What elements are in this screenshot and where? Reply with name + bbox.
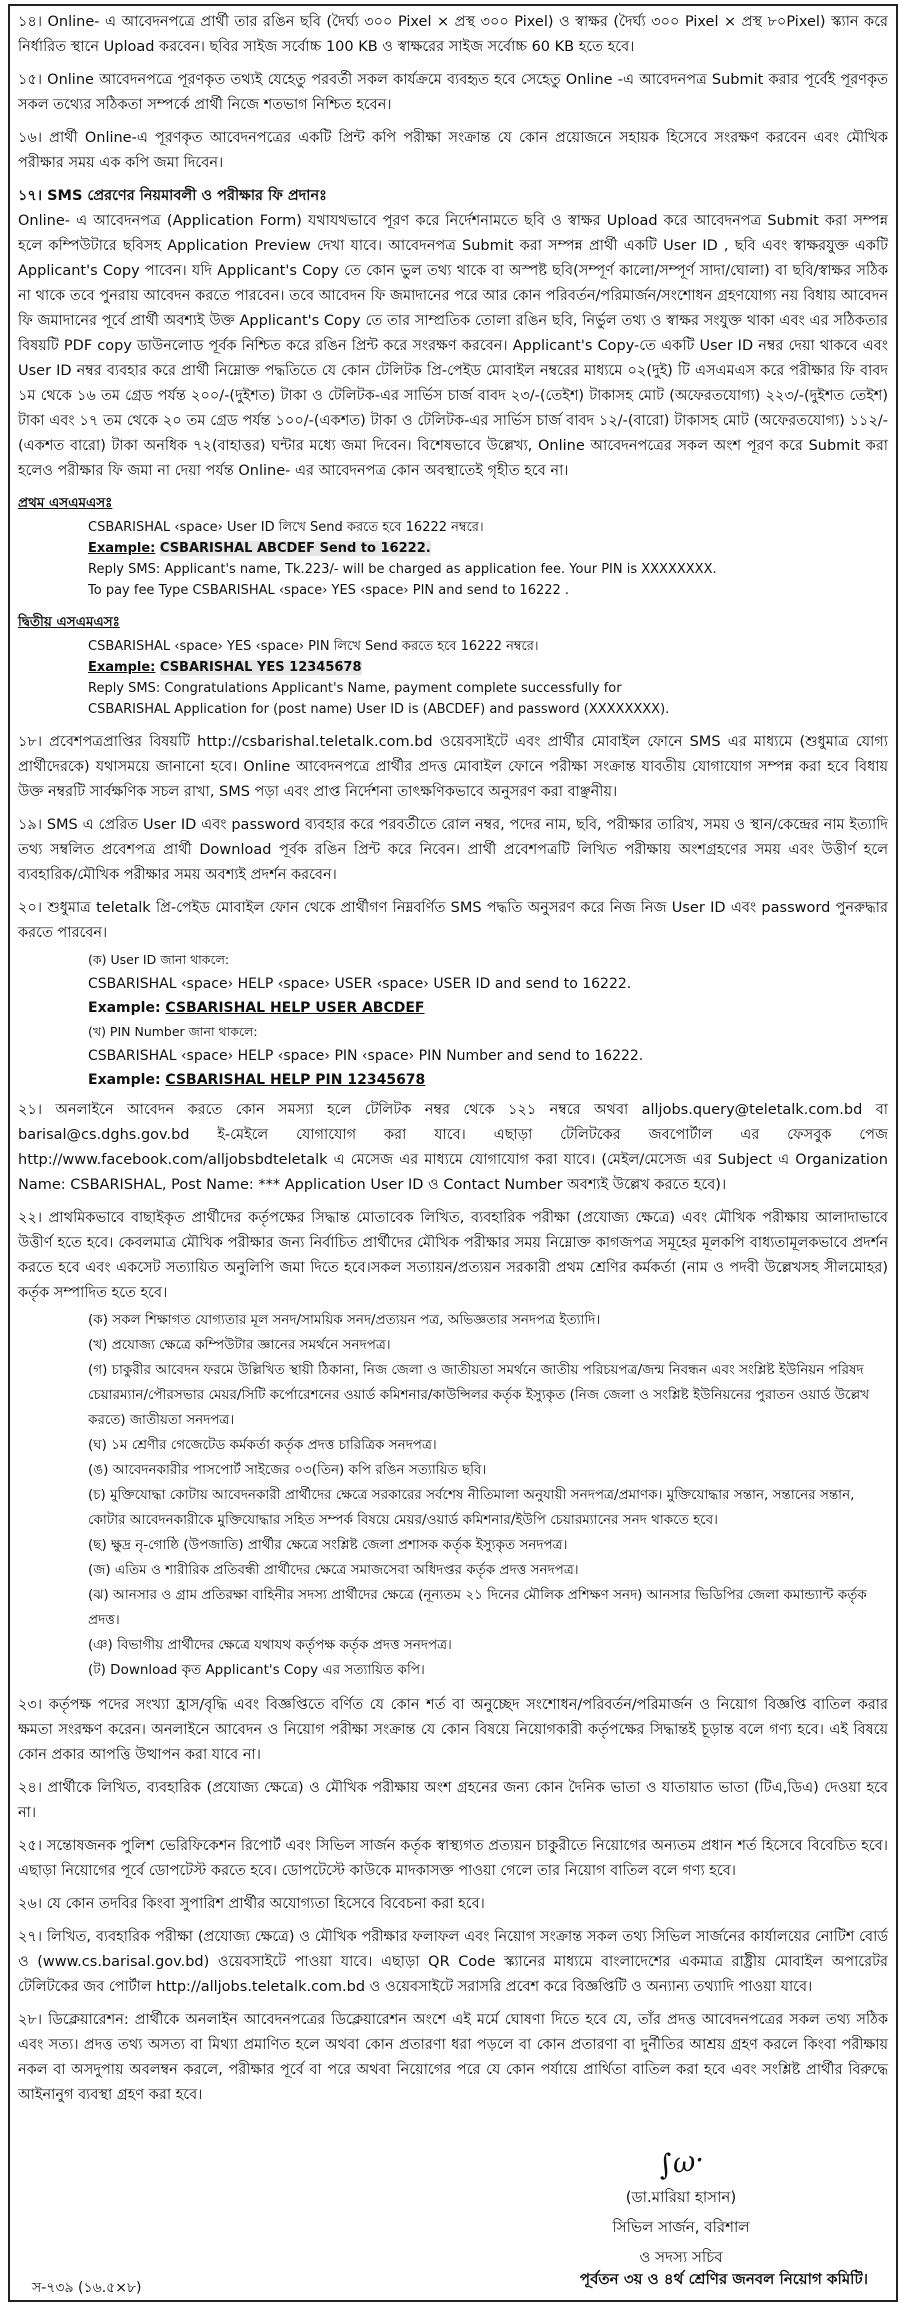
first-sms-reply: Reply SMS: Applicant's name, Tk.223/- will be charged as application fee. Your PIN is XXXXXXXX.: [88, 562, 717, 577]
clause-20: ২০। শুধুমাত্র teletalk প্রি-পেইড মোবাইল ফোন থেকে প্রার্থীগণ নিম্নবর্ণিত SMS পদ্ধতি অনুসরণ করে নিজ নিজ User ID এবং password পুনরুদ্ধার করতে পারবেন।: [18, 900, 888, 941]
first-sms-example: Example: CSBARISHAL ABCDEF Send to 16222.: [88, 541, 431, 556]
clause-25: ২৫। সন্তোষজনক পুলিশ ভেরিফিকেশন রিপোর্ট এবং সিভিল সার্জন কর্তৃক স্বাস্থ্যগত প্রত্যয়ন চাকুরীতে নিয়োগের অন্যতম প্রধান শর্ত হিসেবে বিবেচিত হবে। এছাড়া নিয়োগের পূর্বে ডোপটেস্ট করতে হবে। ডোপটেস্টে কাউকে মাদকাসক্ত পাওয়া গেলে তার নিয়োগ বাতিল বলে গণ্য হবে।: [18, 1838, 888, 1879]
press-code: স-৭৩৯ (১৬.৫×৮): [32, 2280, 142, 2296]
clause-14: ১৪। Online- এ আবেদনপত্রে প্রার্থী তার রঙিন ছবি (দৈর্ঘ্য ৩০০ Pixel × প্রস্থ ৩০০ Pixel) ও স্বাক্ষর (দৈর্ঘ্য ৩০০ Pixel × প্রস্থ ৮০Pixel) স্ক্যান করে নির্ধারিত স্থানে Upload করবেন। ছবির সাইজ সর্বোচ্চ 100 KB ও স্বাক্ষরের সাইজ সর্বোচ্চ 60 KB হতে হবে।: [18, 14, 888, 55]
clause-17-heading: ১৭। SMS প্রেরণের নিয়মাবলী ও পরীক্ষার ফি প্রদানঃ: [18, 188, 327, 204]
signature-mark: ∫ω·: [655, 2142, 707, 2183]
signatory-name: (ডা.মারিয়া হাসান): [625, 2188, 737, 2206]
clause-19: ১৯। SMS এ প্রেরিত User ID এবং password ব্যবহার করে পরবর্তীতে রোল নম্বর, পদের নাম, ছবি, পরীক্ষার তারিখ, সময় ও স্থান/কেন্দ্রের নাম ইত্যাদি তথ্য সম্বলিত প্রবেশপত্র প্রার্থী Download পূর্বক রঙিন প্রিন্ট করে নিবেন। প্রার্থী প্রবেশপত্রটি লিখিত পরীক্ষায় অংশগ্রহণের সময় এবং উত্তীর্ণ হলে ব্যবহারিক/মৌখিক পরীক্ষার সময় অবশ্যই প্রদর্শন করবেন।: [18, 817, 888, 883]
user-id-recovery-heading: (ক) User ID জানা থাকলে:: [88, 952, 230, 967]
pin-recovery-heading: (খ) PIN Number জানা থাকলে:: [88, 1024, 258, 1039]
second-sms-block: [18, 636, 888, 720]
signatory-role: ও সদস্য সচিব: [639, 2248, 723, 2266]
clause-18: ১৮। প্রবেশপত্রপ্রাপ্তির বিষয়টি http://csbarishal.teletalk.com.bd ওয়েবসাইটে এবং প্রার্থীর মোবাইল ফোনে SMS এর মাধ্যমে (শুধুমাত্র যোগ্য প্রার্থীদেরকে) যথাসময়ে জানানো হবে। Online আবেদনপত্রে প্রার্থীর প্রদত্ত মোবাইল ফোনে পরীক্ষা সংক্রান্ত যাবতীয় যোগাযোগ সম্পন্ন করা হবে বিধায় উক্ত নম্বরটি সার্বক্ষণিক সচল রাখা, SMS পড়া এবং প্রাপ্ত নির্দেশনা তাৎক্ষণিকভাবে অনুসরণ করা বাঞ্ছনীয়।: [18, 734, 888, 800]
signature-block: [536, 2142, 826, 2272]
user-id-recovery-example: Example: CSBARISHAL HELP USER ABCDEF: [88, 1000, 425, 1016]
user-id-recovery-format: CSBARISHAL ‹space› HELP ‹space› USER ‹space› USER ID and send to 16222.: [88, 976, 632, 992]
clause-27: ২৭। লিখিত, ব্যবহারিক পরীক্ষা (প্রযোজ্য ক্ষেত্রে) ও মৌখিক পরীক্ষার ফলাফল এবং নিয়োগ সংক্রান্ত সকল তথ্য সিভিল সার্জনের কার্যালয়ের নোটিশ বোর্ড ও (www.cs.barisal.gov.bd) ওয়েবসাইটে পাওয়া যাবে। এছাড়া QR Code স্ক্যানের মাধ্যমে বাংলাদেশের একমাত্র রাষ্ট্রীয় মোবাইল অপারেটর টেলিটকের জব পোর্টাল http://alljobs.teletalk.com.bd ও ওয়েবসাইটে সরাসরি প্রবেশ করে বিজ্ঞপ্তিটি ও অন্যান্য তথ্যাদি পাওয়া যাবে।: [18, 1929, 888, 1995]
document-item: (ঝ) আনসার ও গ্রাম প্রতিরক্ষা বাহিনীর সদস্য প্রার্থীদের ক্ষেত্রে (নূন্যতম ২১ দিনের মৌলিক প্রশিক্ষণ সনদ) আনসার ভিডিপির জেলা কমান্ড্যান্ট কর্তৃক প্রদত্ত।: [88, 1587, 867, 1628]
second-sms-heading: দ্বিতীয় এসএমএসঃ: [18, 614, 120, 630]
second-sms-instruction: CSBARISHAL ‹space› YES ‹space› PIN লিখে Send করতে হবে 16222 নম্বরে।: [88, 639, 539, 654]
document-item: (খ) প্রযোজ্য ক্ষেত্রে কম্পিউটার জ্ঞানের সমর্থনে সনদপত্র।: [88, 1337, 391, 1353]
first-sms-instruction: CSBARISHAL ‹space› User ID লিখে Send করতে হবে 16222 নম্বরে।: [88, 520, 484, 535]
committee-name: পূর্বতন ৩য় ও ৪র্থ শ্রেণির জনবল নিয়োগ কমিটি।: [579, 2270, 868, 2288]
document-item: (জ) এতিম ও শারীরিক প্রতিবন্ধী প্রার্থীদের ক্ষেত্রে সমাজসেবা অধিদপ্তর কর্তৃক প্রদত্ত সনদপত্র।: [88, 1562, 579, 1578]
clause-23: ২৩। কর্তৃপক্ষ পদের সংখ্যা হ্রাস/বৃদ্ধি এবং বিজ্ঞপ্তিতে বর্ণিত যে কোন শর্ত বা অনুচ্ছেদ সংশোধন/পরিবর্তন/পরিমার্জন ও নিয়োগ বিজ্ঞপ্তি বাতিল করার ক্ষমতা সংরক্ষণ করেন। অনলাইনে আবেদন ও নিয়োগ পরীক্ষা সংক্রান্ত যে কোন বিষয়ে নিয়োগকারী কর্তৃপক্ষের সিদ্ধান্তই চূড়ান্ত বলে গণ্য হবে। এই বিষয়ে কোন প্রকার আপত্তি উত্থাপন করা যাবে না।: [18, 1697, 888, 1763]
document-item: (ক) সকল শিক্ষাগত যোগ্যতার মূল সনদ/সাময়িক সনদ/প্রত্যয়ন পত্র, অভিজ্ঞতার সনদপত্র ইত্যাদি।: [88, 1312, 601, 1328]
second-sms-reply: Reply SMS: Congratulations Applicant's Name, payment complete successfully for: [88, 681, 622, 696]
clause-15: ১৫। Online আবেদনপত্রে পূরণকৃত তথ্যই যেহেতু পরবর্তী সকল কার্যক্রমে ব্যবহৃত হবে সেহেতু Online -এ আবেদনপত্র Submit করার পূর্বেই পূরণকৃত সকল তথ্যের সঠিকতা সম্পর্কে প্রার্থী নিজে শতভাগ নিশ্চিত হবেন।: [18, 72, 888, 113]
clause-24: ২৪। প্রার্থীকে লিখিত, ব্যবহারিক (প্রযোজ্য ক্ষেত্রে) ও মৌখিক পরীক্ষায় অংশ গ্রহনের জন্য কোন দৈনিক ভাতা ও যাতায়াত ভাতা (টিএ,ডিএ) দেওয়া হবে না।: [18, 1780, 888, 1821]
document-item: (ট) Download কৃত Applicant's Copy এর সত্যায়িত কপি।: [88, 1662, 425, 1678]
clause-21: ২১। অনলাইনে আবেদন করতে কোন সমস্যা হলে টেলিটক নম্বর থেকে ১২১ নম্বরে অথবা alljobs.query@teletalk.com.bd বা barisal@cs.dghs.gov.bd ই-মেইলে যোগাযোগ করা যাবে। এছাড়া টেলিটকের জবপোর্টাল এর ফেসবুক পেজ http://www.facebook.com/alljobsbdteletalk এ মেসেজ এর মাধ্যমে যোগাযোগ করা যাবে। (মেইল/মেসেজ এর Subject এ Organization Name: CSBARISHAL, Post Name: *** Application User ID ও Contact Number অবশ্যই উল্লেখ করতে হবে)।: [18, 1102, 888, 1193]
document-item: (ঙ) আবেদনকারীর পাসপোর্ট সাইজের ০৩(তিন) কপি রঙিন সত্যায়িত ছবি।: [88, 1462, 487, 1478]
document-item: (ঞ) বিভাগীয় প্রার্থীদের ক্ষেত্রে যথাযথ কর্তৃপক্ষ কর্তৃক প্রদত্ত সনদপত্র।: [88, 1637, 452, 1653]
user-id-recovery: [18, 948, 888, 1092]
clause-17-body: Online- এ আবেদনপত্র (Application Form) যথাযথভাবে পূরণ করে নির্দেশনামতে ছবি ও স্বাক্ষর Upload করে আবেদনপত্র Submit করা সম্পন্ন হলে কম্পিউটারে ছবিসহ Application Preview দেখা যাবে। আবেদনপত্র Submit করা সম্পন্ন প্রার্থী একটি User ID , ছবি এবং স্বাক্ষরযুক্ত একটি Applicant's Copy পাবেন। যদি Applicant's Copy তে কোন ভুল তথ্য থাকে বা অস্পষ্ট ছবি(সম্পূর্ণ কালো/সম্পূর্ণ সাদা/ঘোলা) বা ছবি/স্বাক্ষর সঠিক না থাকে তবে পুনরায় আবেদন করতে পারবেন। তবে আবেদন ফি জমাদানের পরে আর কোন পরিবর্তন/পরিমার্জন/সংশোধন গ্রহণযোগ্য নয় বিধায় আবেদন ফি জমাদানের পূর্বে প্রার্থী অবশ্যই উক্ত Applicant's Copy তে তার সাম্প্রতিক তোলা রঙিন ছবি, নির্ভুল তথ্য ও স্বাক্ষর সংযুক্ত থাকা এবং এর সঠিকতার বিষয়টি PDF copy ডাউনলোড পূর্বক নিশ্চিত করে রঙিন প্রিন্ট করে সংরক্ষণ করবেন। Applicant's Copy-তে একটি User ID নম্বর দেয়া থাকবে এবং User ID নম্বর ব্যবহার করে প্রার্থী নিম্নোক্ত পদ্ধতিতে যে কোন টেলিটক প্রি-পেইড মোবাইল নম্বরের মাধ্যমে ০২(দুই) টি এসএমএস করে পরীক্ষার ফি বাবদ ১ম থেকে ১৬ তম গ্রেড পর্যন্ত ২০০/-(দুইশত) টাকা ও টেলিটক-এর সার্ভিস চার্জ বাবদ ২৩/-(তেইশ) টাকাসহ মোট (অফেরতযোগ্য) ২২৩/-(দুইশত তেইশ) টাকা এবং ১৭ তম থেকে ২০ তম গ্রেড পর্যন্ত ১০০/-(একশত) টাকা ও টেলিটক-এর সার্ভিস চার্জ বাবদ ১২/-(বারো) টাকাসহ মোট (অফেরতযোগ্য) ১১২/-(একশত বারো) টাকা অনধিক ৭২(বাহাত্তর) ঘন্টার মধ্যে জমা দিবেন। বিশেষভাবে উল্লেখ্য, Online আবেদনপত্রের সকল অংশ পূরণ করে Submit করা হলেও পরীক্ষার ফি জমা না দেয়া পর্যন্ত Online- এর আবেদনপত্র কোন অবস্থাতেই গৃহীত হবে না।: [18, 213, 888, 479]
document-item: (ছ) ক্ষুদ্র নৃ-গোষ্ঠি (উপজাতি) প্রার্থীর ক্ষেত্রে সংশ্লিষ্ট জেলা প্রশাসক কর্তৃক ইস্যুকৃত সনদপত্র।: [88, 1537, 568, 1553]
first-sms-heading: প্রথম এসএমএসঃ: [18, 495, 113, 511]
second-sms-example: Example: CSBARISHAL YES 12345678: [88, 660, 362, 675]
clause-28: ২৮। ডিক্লেয়ারেশন: প্রার্থীকে অনলাইন আবেদনপত্রের ডিক্লেয়ারেশন অংশে এই মর্মে ঘোষণা দিতে হবে যে, তাঁর প্রদত্ত আবেদনপত্রের সকল তথ্য সঠিক এবং সত্য। প্রদত্ত তথ্য অসত্য বা মিথ্যা প্রমাণিত হলে অথবা কোন প্রতারণা ধরা পড়লে বা কোন প্রতারণা বা দুর্নীতির আশ্রয় গ্রহণ করলে কিংবা পরীক্ষায় নকল বা অসদুপায় অবলম্বন করলে, পরীক্ষার পূর্বে বা পরে অথবা নিয়োগের পরে যে কোন পর্যায়ে প্রার্থিতা বাতিল করা হবে এবং সংশ্লিষ্ট প্রার্থীর বিরুদ্ধে আইনানুগ ব্যবস্থা গ্রহণ করা হবে।: [18, 2012, 888, 2103]
clause-26: ২৬। যে কোন তদবির কিংবা সুপারিশ প্রার্থীর অযোগ্যতা হিসেবে বিবেচনা করা হবে।: [18, 1896, 485, 1912]
document-item: (গ) চাকুরীর আবেদন ফরমে উল্লিখিত স্থায়ী ঠিকানা, নিজ জেলা ও জাতীয়তা সমর্থনে জাতীয় পরিচয়পত্র/জন্ম নিবন্ধন এবং সংশ্লিষ্ট ইউনিয়ন পরিষদ চেয়ারম্যান/পৌরসভার মেয়র/সিটি কর্পোরেশনের ওয়ার্ড কমিশনার/কাউন্সিলর কর্তৃক ইস্যুকৃত (নিজ জেলা ও সংশ্লিষ্ট ইউনিয়নের পুরাতন ওয়ার্ড উল্লেখ করতে) জাতীয়তা সনদপত্র।: [88, 1362, 870, 1428]
job-circular-page: [8, 4, 898, 2302]
pin-recovery-format: CSBARISHAL ‹space› HELP ‹space› PIN ‹space› PIN Number and send to 16222.: [88, 1048, 644, 1064]
second-sms-reply-cont: CSBARISHAL Application for (post name) User ID is (ABCDEF) and password (XXXXXXXX).: [88, 702, 670, 717]
first-sms-block: [18, 517, 888, 601]
document-item: (ঘ) ১ম শ্রেণীর গেজেটেড কর্মকর্তা কর্তৃক প্রদত্ত চারিত্রিক সনদপত্র।: [88, 1437, 437, 1453]
document-item: (চ) মুক্তিযোদ্ধা কোটায় আবেদনকারী প্রার্থীদের ক্ষেত্রে সরকারের সর্বশেষ নীতিমালা অনুযায়ী সনদপত্র/প্রমাণক। মুক্তিযোদ্ধার সন্তান, সন্তানের সন্তান, কোটার আবেদনকারীকে মুক্তিযোদ্ধার সহিত সম্পর্ক বিষয়ে মেয়র/ওয়ার্ড কমিশনার/ইউপি চেয়ারম্যানের সনদ থাকতে হবে।: [88, 1487, 855, 1528]
pin-recovery-example: Example: CSBARISHAL HELP PIN 12345678: [88, 1072, 426, 1088]
clause-22: ২২। প্রাথমিকভাবে বাছাইকৃত প্রার্থীদের কর্তৃপক্ষের সিদ্ধান্ত মোতাবেক লিখিত, ব্যবহারিক পরীক্ষা (প্রযোজ্য ক্ষেত্রে) এবং মৌখিক পরীক্ষায় আলাদাভাবে উত্তীর্ণ হতে হবে। কেবলমাত্র মৌখিক পরীক্ষার জন্য নির্বাচিত প্রার্থীদের মৌখিক পরীক্ষার সময় নিম্নোক্ত কাগজপত্র সমূহের মূলকপি বাধ্যতামূলকভাবে প্রদর্শন করতে হবে এবং একসেট সত্যায়িত অনুলিপি জমা দিতে হবে।সকল সত্যায়ন/প্রত্যয়ন সরকারী প্রথম শ্রেণির কর্মকর্তা (নাম ও পদবী উল্লেখসহ সীলমোহর) কর্তৃক সম্পাদিত হতে হবে।: [18, 1210, 888, 1301]
signatory-title: সিভিল সার্জন, বরিশাল: [612, 2218, 750, 2236]
required-documents-list: [18, 1308, 888, 1683]
first-sms-pay-instruction: To pay fee Type CSBARISHAL ‹space› YES ‹space› PIN and send to 16222 .: [88, 583, 570, 598]
clause-16: ১৬। প্রার্থী Online-এ পূরণকৃত আবেদনপত্রের একটি প্রিন্ট কপি পরীক্ষা সংক্রান্ত যে কোন প্রয়োজনে সহায়ক হিসেবে সংরক্ষণ করবেন এবং মৌখিক পরীক্ষার সময় এক কপি জমা দিবেন।: [18, 130, 888, 171]
